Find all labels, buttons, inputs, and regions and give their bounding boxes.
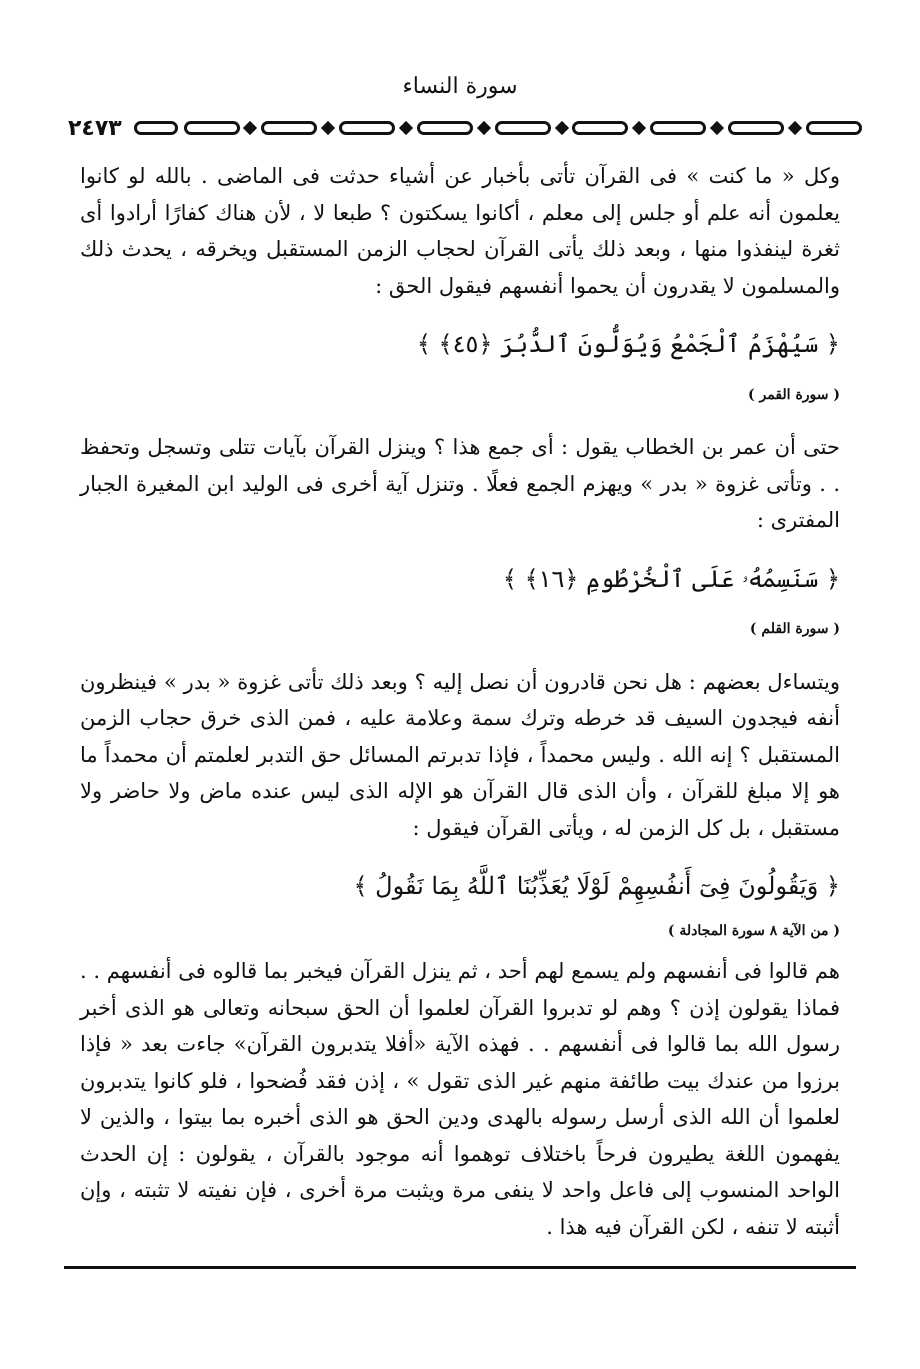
ornament-pill bbox=[184, 121, 240, 135]
verse-reference-1: ( سورة القمر ) bbox=[748, 386, 840, 403]
ornament-pill bbox=[417, 121, 473, 135]
page-body bbox=[80, 158, 840, 1245]
ornament-diamond bbox=[554, 121, 568, 135]
ornament-diamond bbox=[321, 121, 335, 135]
ornament-diamond bbox=[243, 121, 257, 135]
ornament-diamond bbox=[399, 121, 413, 135]
ornament-pill bbox=[572, 121, 628, 135]
paragraph-4: هم قالوا فى أنفسهم ولم يسمع لهم أحد ، ثم ينزل القرآن فيخبر بما قالوه فى أنفسهم . . فماذا يقولون إذن ؟ وهم لو تدبروا القرآن لعلموا أن الحق سبحانه وتعالى هو الذى أخبر رسول الله بما قالوا فى أنفسهم . . فهذه الآية «أفلا يتدبرون القرآن» جاءت بعد « فإذا برزوا من عندك بيت طائفة منهم غير الذى تقول » ، إذن فقد فُضحوا ، فلو كانوا يتدبرون لعلموا أن الله الذى أرسل رسوله بالهدى ودين الحق هو الذى أخبره بما بيتوا ، والذين لا يفهمون اللغة يطيرون فرحاً باختلاف توهموا أنه موجود بالقرآن ، يقولون : إن الحدث الواحد المنسوب إلى فاعل واحد لا ينفى مرة ويثبت مرة أخرى ، فإن نفيته لا تثبته ، وإن أثبته لا تنفه ، لكن القرآن فيه هذا . bbox=[80, 959, 840, 1239]
ornament-pill bbox=[806, 121, 862, 135]
quran-verse-1: ﴿ سَيُهْزَمُ ٱلْجَمْعُ وَيُوَلُّونَ ٱلدُّبُرَ ﴿٤٥﴾ ﴾ bbox=[416, 330, 840, 358]
quran-verse-2: ﴿ سَنَسِمُهُۥ عَلَى ٱلْخُرْطُومِ ﴿١٦﴾ ﴾ bbox=[502, 564, 840, 593]
page-number: ٢٤٧٣ bbox=[68, 115, 122, 141]
ornament-diamond bbox=[788, 121, 802, 135]
quran-verse-3: ﴿ وَيَقُولُونَ فِىٓ أَنفُسِهِمْ لَوْلَا يُعَذِّبُنَا ٱللَّهُ بِمَا نَقُولُ ﴾ bbox=[353, 872, 840, 900]
ornament-pill bbox=[339, 121, 395, 135]
ornament-pill bbox=[650, 121, 706, 135]
ornament-diamond bbox=[710, 121, 724, 135]
ornament-pill bbox=[495, 121, 551, 135]
paragraph-2: حتى أن عمر بن الخطاب يقول : أى جمع هذا ؟ وينزل القرآن بآيات تتلى وتسجل وتحفظ . . وتأتى غزوة « بدر » ويهزم الجمع فعلًا . وتنزل آية أخرى فى الوليد ابن المغيرة الجبار المفترى : bbox=[80, 435, 840, 532]
surah-title: سورة النساء bbox=[402, 74, 518, 99]
ornament-diamond bbox=[477, 121, 491, 135]
ornament-pill bbox=[728, 121, 784, 135]
footer-rule bbox=[64, 1266, 856, 1269]
ornament-pill bbox=[261, 121, 317, 135]
header-ornament-border bbox=[62, 114, 862, 142]
ornament-diamond bbox=[632, 121, 646, 135]
verse-reference-3: ( من الآية ٨ سورة المجادلة ) bbox=[667, 922, 840, 939]
ornament-pill bbox=[134, 121, 178, 135]
verse-reference-2: ( سورة القلم ) bbox=[749, 621, 840, 637]
paragraph-3: ويتساءل بعضهم : هل نحن قادرون أن نصل إليه ؟ وبعد ذلك تأتى غزوة « بدر » فينظرون أنفه فيجدون السيف قد خرطه وترك سمة وعلامة عليه ، فمن الذى خرق حجاب الزمن المستقبل ؟ إنه الله . وليس محمداً ، فإذا تدبرتم المسائل حق التدبر لعلمتم أن محمداً ما هو إلا مبلغ للقرآن ، وأن الذى قال القرآن هو الإله الذى ليس عنده ماض ولا حاضر ولا مستقبل ، بل كل الزمن له ، ويأتى القرآن فيقول : bbox=[80, 669, 840, 840]
paragraph-1: وكل « ما كنت » فى القرآن تأتى بأخبار عن أشياء حدثت فى الماضى . بالله لو كانوا يعلمون أنه علم أو جلس إلى معلم ، أكانوا يسكتون ؟ طبعا لا ، لأن هناك كفارًا أرادوا أى ثغرة لينفذوا منها ، وبعد ذلك يأتى القرآن لحجاب الزمن المستقبل ويخرقه ، يحدث ذلك والمسلمون لا يقدرون أن يحموا أنفسهم فيقول الحق : bbox=[80, 164, 840, 298]
